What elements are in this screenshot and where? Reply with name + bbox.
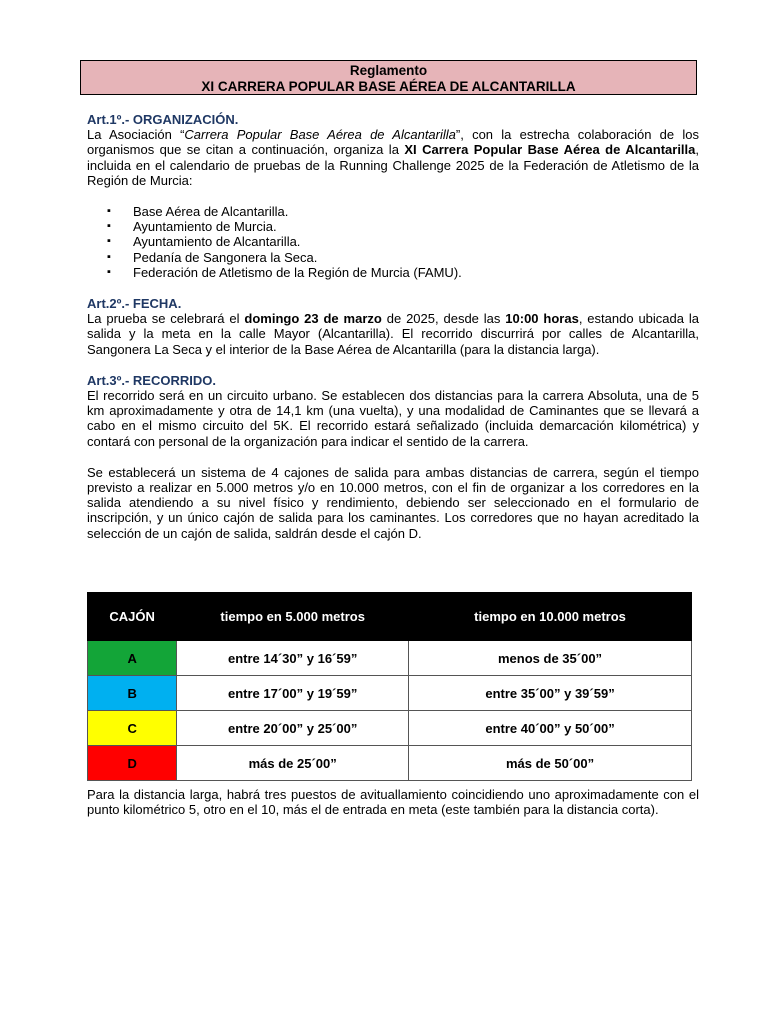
art1-paragraph [87, 127, 699, 188]
art3-heading: Art.3º.- RECORRIDO. [87, 372, 216, 388]
header-5000: tiempo en 5.000 metros [177, 593, 409, 641]
art2-text-c: , estando ubicada la salida y la meta en la calle Mayor (Alcantarilla). El recorrido discurrirá por calles de Alcantarilla, Sangonera La Seca y el interior de la Base Aérea de Alcantarilla (para la distancia larga). [87, 311, 699, 357]
art2-paragraph [87, 311, 699, 357]
title-line-event: XI CARRERA POPULAR BASE AÉREA DE ALCANTARILLA [201, 79, 576, 94]
time-5k-cell: más de 25´00” [177, 746, 409, 781]
time-10k-cell: más de 50´00” [409, 746, 692, 781]
art2-text-b: de 2025, desde las [381, 311, 506, 327]
art3-paragraph-2: Se establecerá un sistema de 4 cajones de salida para ambas distancias de carrera, según el tiempo previsto a realizar en 5.000 metros y/o en 10.000 metros, con el fin de organizar a los corredores en la salida atendiendo a su nivel físico y rendimiento, debiendo ser seleccionado en el formulario de inscripción, y un único cajón de salida para los caminantes. Los corredores que no hayan acreditado la selección de un cajón de salida, saldrán desde el cajón D. [87, 464, 699, 541]
time-10k-cell: entre 40´00” y 50´00” [409, 711, 692, 746]
regulation-body [87, 112, 699, 541]
title-box [80, 60, 697, 95]
table-header-row [88, 593, 692, 641]
art1-text-bold: XI Carrera Popular Base Aérea de Alcantarilla [404, 142, 696, 158]
table-row [88, 676, 692, 711]
time-5k-cell: entre 14´30” y 16´59” [177, 641, 409, 676]
header-10000: tiempo en 10.000 metros [409, 593, 692, 641]
cajon-cell-a: A [88, 641, 177, 676]
organisms-list [87, 204, 699, 280]
cajon-cell-b: B [88, 676, 177, 711]
time-10k-cell: entre 35´00” y 39´59” [409, 676, 692, 711]
start-box-table [87, 592, 692, 781]
time-5k-cell: entre 17´00” y 19´59” [177, 676, 409, 711]
spacer [87, 449, 699, 465]
footer-text: Para la distancia larga, habrá tres puestos de avituallamiento coincidiendo uno aproximadamente con el punto kilométrico 5, otro en el 10, más el de entrada en meta (este también para la distancia corta). [87, 787, 699, 818]
art2-time: 10:00 horas [505, 311, 579, 327]
art2-text-a: La prueba se celebrará el [87, 311, 245, 327]
table-row [88, 711, 692, 746]
title-line-reglamento: Reglamento [349, 63, 428, 78]
cajon-cell-c: C [88, 711, 177, 746]
art1-text-b: ”, con la estrecha colaboración de los organismos que se citan a continuación, organiza la [87, 127, 699, 158]
footer-paragraph [87, 787, 699, 817]
art1-text-italic: Carrera Popular Base Aérea de Alcantarilla [184, 127, 456, 143]
list-item: ▪ Federación de Atletismo de la Región de Murcia (FAMU). [133, 265, 699, 280]
cajon-cell-d: D [88, 746, 177, 781]
time-5k-cell: entre 20´00” y 25´00” [177, 711, 409, 746]
art1-heading: Art.1º.- ORGANIZACIÓN. [87, 112, 239, 127]
list-item: ▪ Base Aérea de Alcantarilla. [133, 204, 699, 219]
table-row [88, 641, 692, 676]
spacer [87, 357, 699, 373]
art2-date: domingo 23 de marzo [244, 311, 382, 327]
header-cajon: CAJÓN [88, 593, 177, 641]
table-row [88, 746, 692, 781]
art3-paragraph-1: El recorrido será en un circuito urbano. Se establecen dos distancias para la carrera Absoluta, una de 5 km aproximadamente y otra de 14,1 km (una vuelta), y una modalidad de Caminantes que se llevará a cabo en el mismo circuito del 5K. El recorrido estará señalizado (incluida demarcación kilométrica) y contará con personal de la organización para indicar el sentido de la carrera. [87, 388, 699, 449]
art1-text-a: La Asociación “ [87, 127, 185, 143]
list-item: ▪ Ayuntamiento de Alcantarilla. [133, 234, 699, 249]
list-item: ▪ Pedanía de Sangonera la Seca. [133, 250, 699, 265]
list-item: ▪ Ayuntamiento de Murcia. [133, 219, 699, 234]
art1-text-c: , incluida en el calendario de pruebas de la Running Challenge 2025 de la Federación de Atletismo de la Región de Murcia: [87, 142, 700, 188]
time-10k-cell: menos de 35´00” [409, 641, 692, 676]
art2-heading: Art.2º.- FECHA. [87, 296, 182, 312]
